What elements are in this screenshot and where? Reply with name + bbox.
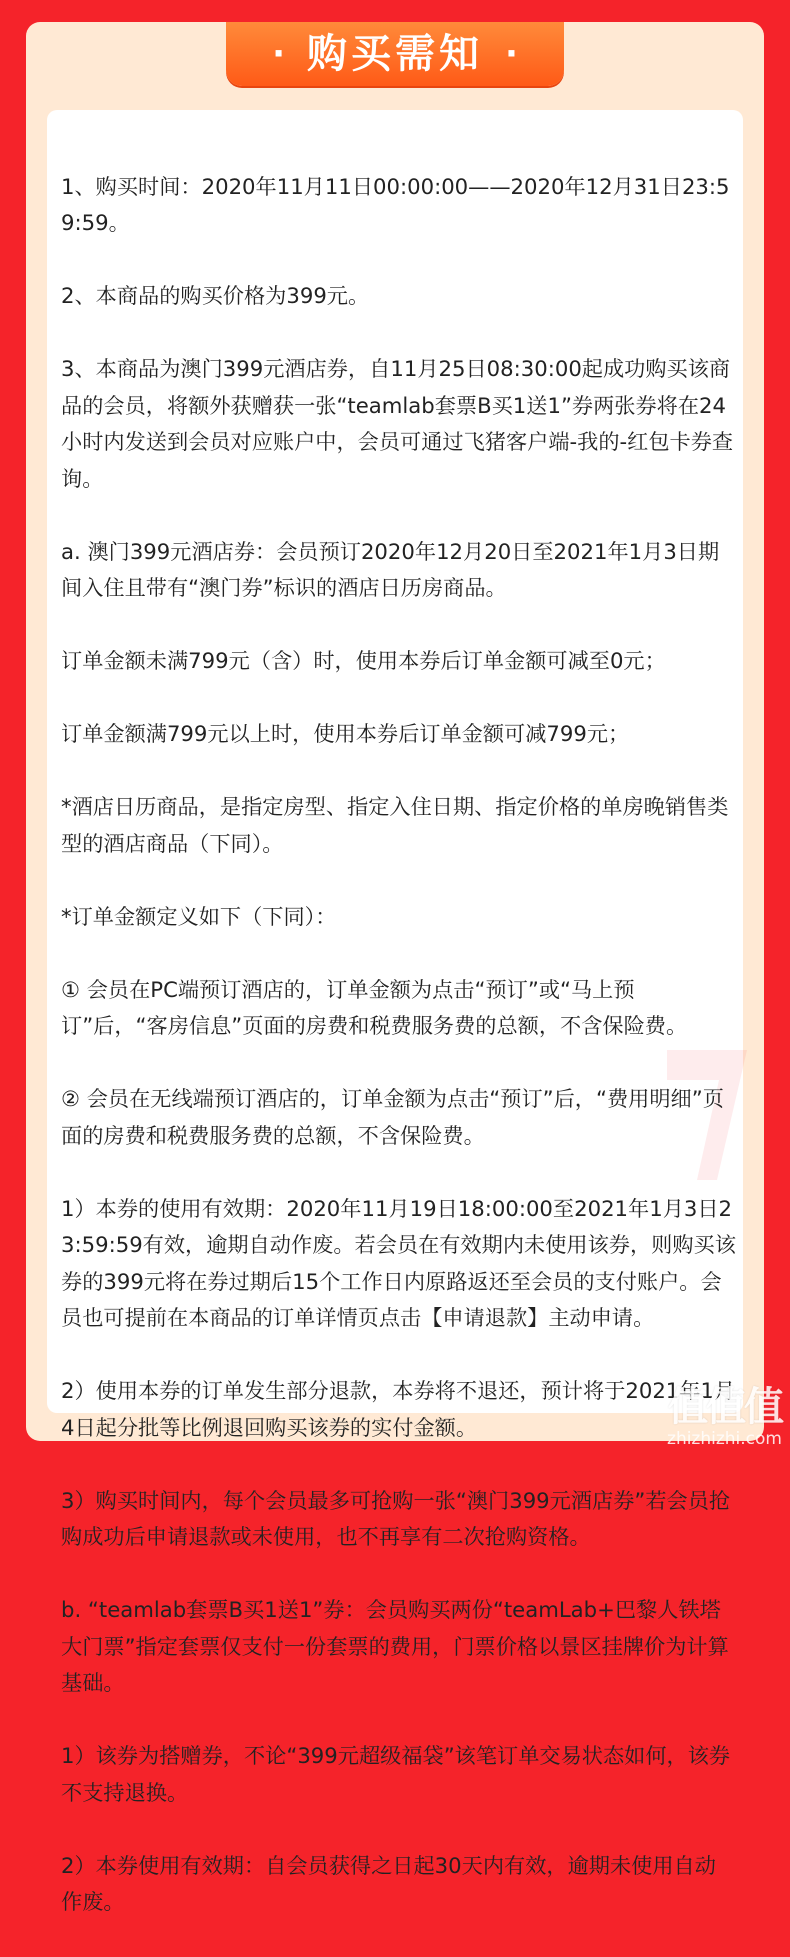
watermark: [667, 1385, 782, 1449]
title-dot-right: ·: [505, 34, 518, 74]
notice-line-1: 1、购买时间：2020年11月11日00:00:00——2020年12月31日23:59:59。: [61, 173, 730, 235]
notice-line-amount-def: *订单金额定义如下（下同）：: [61, 903, 337, 929]
notice-line-b: b. “teamlab套票B买1送1”券：会员购买两份“teamLab+巴黎人铁塔大门票”指定套票仅支付一份套票的费用，门票价格以景区挂牌价为计算基础。: [61, 1597, 729, 1695]
notice-line-limit: 3）购买时间内，每个会员最多可抢购一张“澳门399元酒店券”若会员抢购成功后申请退款或未使用，也不再享有二次抢购资格。: [61, 1487, 731, 1549]
notice-line-partial-refund: 2）使用本券的订单发生部分退款，本券将不退还，预计将于2021年1月4日起分批等比例退回购买该券的实付金额。: [61, 1378, 736, 1440]
notice-line-2: 2、本商品的购买价格为399元。: [61, 283, 370, 308]
notice-line-under-799: 订单金额未满799元（含）时，使用本券后订单金额可减至0元；: [61, 648, 666, 673]
notice-line-3: 3、本商品为澳门399元酒店券，自11月25日08:30:00起成功购买该商品的会员，将额外获赠获一张“teamlab套票B买1送1”券两张券将在24小时内发送到会员对应账户中，会员可通过飞猪客户端-我的-红包卡券查询。: [61, 356, 734, 491]
watermark-logo: 值值值: [668, 1384, 782, 1430]
notice-line-pc: ① 会员在PC端预订酒店的，订单金额为点击“预订”或“马上预订”后，“客房信息”页面的房费和税费服务费的总额，不含保险费。: [61, 976, 688, 1038]
watermark-url: zhizhizhi.com: [667, 1429, 782, 1449]
notice-line-hotel-def: *酒店日历商品，是指定房型、指定入住日期、指定价格的单房晚销售类型的酒店商品（下同）。: [61, 794, 729, 856]
title-dot-left: ·: [272, 34, 285, 74]
page-title: 购买需知: [307, 31, 483, 77]
notice-line-gift-validity: 2）本券使用有效期：自会员获得之日起30天内有效，逾期未使用自动作废。: [61, 1852, 716, 1914]
notice-line-mobile: ② 会员在无线端预订酒店的，订单金额为点击“预订”后，“费用明细”页面的房费和税费服务费的总额，不含保险费。: [61, 1086, 724, 1148]
title-banner: [226, 22, 564, 86]
notice-content: [61, 132, 737, 1957]
notice-line-gift: 1）该券为搭赠券，不论“399元超级福袋”该笔订单交易状态如何，该券不支持退换。: [61, 1743, 731, 1805]
notice-line-over-799: 订单金额满799元以上时，使用本券后订单金额可减799元；: [61, 721, 630, 746]
notice-line-validity: 1）本券的使用有效期：2020年11月19日18:00:00至2021年1月3日23:59:59有效，逾期自动作废。若会员在有效期内未使用该券，则购买该券的399元将在券过期后15个工作日内原路返还至会员的支付账户。会员也可提前在本商品的订单详情页点击【申请退款】主动申请。: [61, 1195, 736, 1330]
notice-line-a: a. 澳门399元酒店券：会员预订2020年12月20日至2021年1月3日期间入住且带有“澳门券”标识的酒店日历房商品。: [61, 538, 720, 600]
